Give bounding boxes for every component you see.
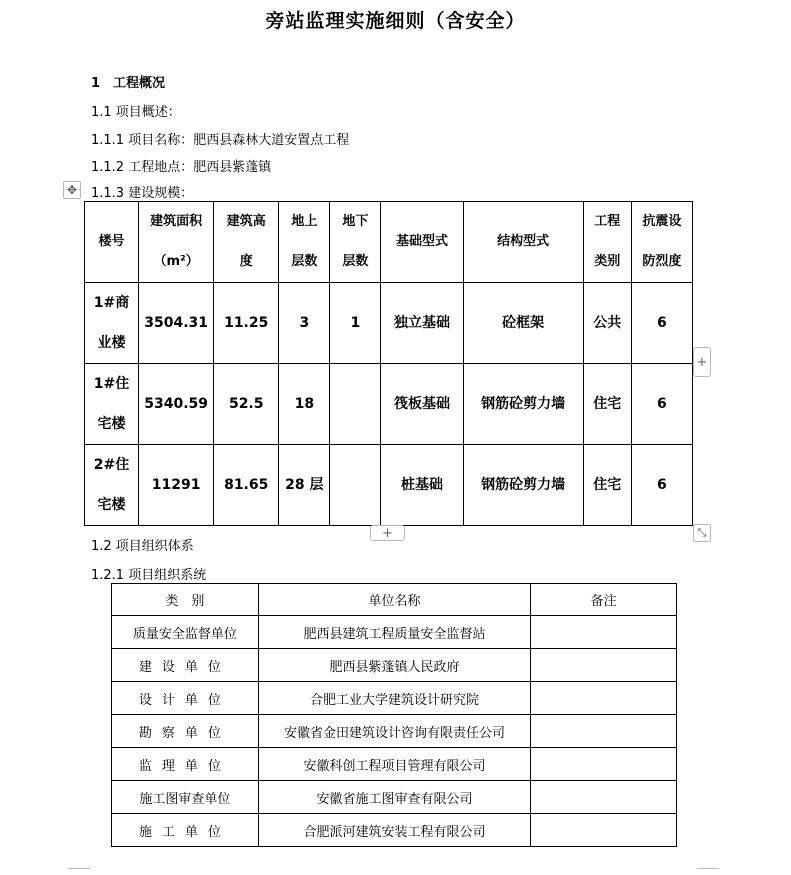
structure-type-cell: 钢筋砼剪力墙 xyxy=(463,445,583,526)
org-header-category: 类 别 xyxy=(112,584,259,616)
building-no-cell-line: 2#住 xyxy=(93,457,130,473)
project-category-cell: 住宅 xyxy=(583,445,631,526)
project-category-cell: 公共 xyxy=(583,283,631,364)
scale-table-row xyxy=(85,364,693,445)
floor-area-cell: 3504.31 xyxy=(139,283,214,364)
floors-below-cell: 1 xyxy=(330,283,381,364)
header-project-category xyxy=(583,202,631,283)
header-building-height-line: 度 xyxy=(239,254,253,269)
org-unit-type-cell: 监理单位 xyxy=(112,748,259,781)
org-remarks-cell xyxy=(531,715,677,748)
org-unit-name-cell: 肥西县建筑工程质量安全监督站 xyxy=(258,616,530,649)
org-unit-type-cell: 设计单位 xyxy=(112,682,259,715)
header-building-height xyxy=(214,202,279,283)
building-height-cell: 11.25 xyxy=(214,283,279,364)
org-unit-name-cell: 合肥派河建筑安装工程有限公司 xyxy=(258,814,530,847)
org-remarks-cell xyxy=(531,814,677,847)
building-no-cell xyxy=(85,445,139,526)
org-unit-type-cell: 勘察单位 xyxy=(112,715,259,748)
table-move-handle[interactable] xyxy=(63,181,81,199)
building-no-cell xyxy=(85,364,139,445)
heading-1-1: 1.1 项目概述： xyxy=(91,105,181,120)
project-name-line: 1.1.1 项目名称：肥西县森林大道安置点工程 xyxy=(91,133,350,148)
org-table-row xyxy=(112,715,677,748)
add-row-button[interactable] xyxy=(370,525,405,541)
org-table-row xyxy=(112,649,677,682)
resize-diagonal-icon: ⤡ xyxy=(697,526,707,539)
scale-table-header-row xyxy=(85,202,693,283)
building-no-cell-line: 宅楼 xyxy=(97,497,126,513)
org-header-remarks: 备注 xyxy=(531,584,677,616)
seismic-intensity-cell: 6 xyxy=(631,445,692,526)
org-remarks-cell xyxy=(531,616,677,649)
document-title: 旁站监理实施细则（含安全） xyxy=(265,10,526,32)
move-arrows-icon: ✥ xyxy=(66,183,78,197)
org-unit-name-cell: 安徽省施工图审查有限公司 xyxy=(258,781,530,814)
header-seismic-intensity-line: 防烈度 xyxy=(642,254,682,269)
heading-1-2-1: 1.2.1 项目组织系统 xyxy=(91,568,207,583)
floors-above-cell: 3 xyxy=(279,283,330,364)
structure-type-cell: 砼框架 xyxy=(463,283,583,364)
plus-icon: + xyxy=(696,354,708,370)
building-no-cell-line: 宅楼 xyxy=(97,416,126,432)
scale-table-row xyxy=(85,283,693,364)
foundation-type-cell: 独立基础 xyxy=(381,283,463,364)
header-building-no xyxy=(85,202,139,283)
building-no-cell-line: 1#住 xyxy=(93,376,130,392)
header-structure-type xyxy=(463,202,583,283)
floors-above-cell: 18 xyxy=(279,364,330,445)
project-location-line: 1.1.2 工程地点：肥西县紫蓬镇 xyxy=(91,160,272,175)
scale-table-row xyxy=(85,445,693,526)
building-height-cell: 52.5 xyxy=(214,364,279,445)
header-floor-area-line: 建筑面积 xyxy=(150,214,203,229)
org-table-row xyxy=(112,748,677,781)
foundation-type-cell: 筏板基础 xyxy=(381,364,463,445)
org-unit-name-cell: 安徽省金田建筑设计咨询有限责任公司 xyxy=(258,715,530,748)
org-unit-name-cell: 安徽科创工程项目管理有限公司 xyxy=(258,748,530,781)
building-no-cell-line: 1#商 xyxy=(93,295,130,311)
heading-1-2: 1.2 项目组织体系 xyxy=(91,539,194,554)
org-table-row xyxy=(112,616,677,649)
org-table-row xyxy=(112,682,677,715)
header-floors-below-line: 地下 xyxy=(342,214,369,229)
org-remarks-cell xyxy=(531,649,677,682)
table-resize-handle[interactable] xyxy=(693,524,711,542)
construction-scale-line: 1.1.3 建设规模： xyxy=(91,186,194,201)
add-column-button[interactable] xyxy=(693,347,711,377)
org-unit-type-cell: 建设单位 xyxy=(112,649,259,682)
header-seismic-intensity-line: 抗震设 xyxy=(642,214,682,229)
org-table-row xyxy=(112,781,677,814)
org-header-unit-name: 单位名称 xyxy=(258,584,530,616)
org-unit-type-cell: 施工图审查单位 xyxy=(112,781,259,814)
project-category-cell: 住宅 xyxy=(583,364,631,445)
org-unit-type-cell: 施工单位 xyxy=(112,814,259,847)
org-unit-type-cell: 质量安全监督单位 xyxy=(112,616,259,649)
header-floor-area xyxy=(139,202,214,283)
org-unit-name-cell: 肥西县紫蓬镇人民政府 xyxy=(258,649,530,682)
header-building-height-line: 建筑高 xyxy=(226,214,266,229)
header-structure-type-line: 结构型式 xyxy=(497,234,550,249)
floors-below-cell xyxy=(330,364,381,445)
construction-scale-table xyxy=(84,201,693,526)
project-organization-table xyxy=(111,583,677,847)
building-no-cell xyxy=(85,283,139,364)
header-foundation-type xyxy=(381,202,463,283)
floor-area-cell: 11291 xyxy=(139,445,214,526)
floors-above-cell: 28 层 xyxy=(279,445,330,526)
plus-icon: + xyxy=(382,525,393,541)
header-floor-area-line: （m²） xyxy=(153,254,199,269)
foundation-type-cell: 桩基础 xyxy=(381,445,463,526)
header-floors-above-line: 地上 xyxy=(291,214,318,229)
building-no-cell-line: 业楼 xyxy=(97,335,126,351)
header-building-no-line: 楼号 xyxy=(98,234,125,249)
header-seismic-intensity xyxy=(631,202,692,283)
structure-type-cell: 钢筋砼剪力墙 xyxy=(463,364,583,445)
floors-below-cell xyxy=(330,445,381,526)
seismic-intensity-cell: 6 xyxy=(631,283,692,364)
org-unit-name-cell: 合肥工业大学建筑设计研究院 xyxy=(258,682,530,715)
header-foundation-type-line: 基础型式 xyxy=(395,234,448,249)
header-floors-above xyxy=(279,202,330,283)
header-floors-above-line: 层数 xyxy=(291,254,318,269)
header-project-category-line: 工程 xyxy=(594,214,621,229)
org-remarks-cell xyxy=(531,781,677,814)
org-remarks-cell xyxy=(531,748,677,781)
header-project-category-line: 类别 xyxy=(594,254,621,269)
building-height-cell: 81.65 xyxy=(214,445,279,526)
org-table-row xyxy=(112,814,677,847)
org-remarks-cell xyxy=(531,682,677,715)
heading-project-overview: 1 工程概况 xyxy=(91,76,166,91)
header-floors-below-line: 层数 xyxy=(342,254,369,269)
seismic-intensity-cell: 6 xyxy=(631,364,692,445)
floor-area-cell: 5340.59 xyxy=(139,364,214,445)
org-table-header-row xyxy=(112,584,677,616)
header-floors-below xyxy=(330,202,381,283)
